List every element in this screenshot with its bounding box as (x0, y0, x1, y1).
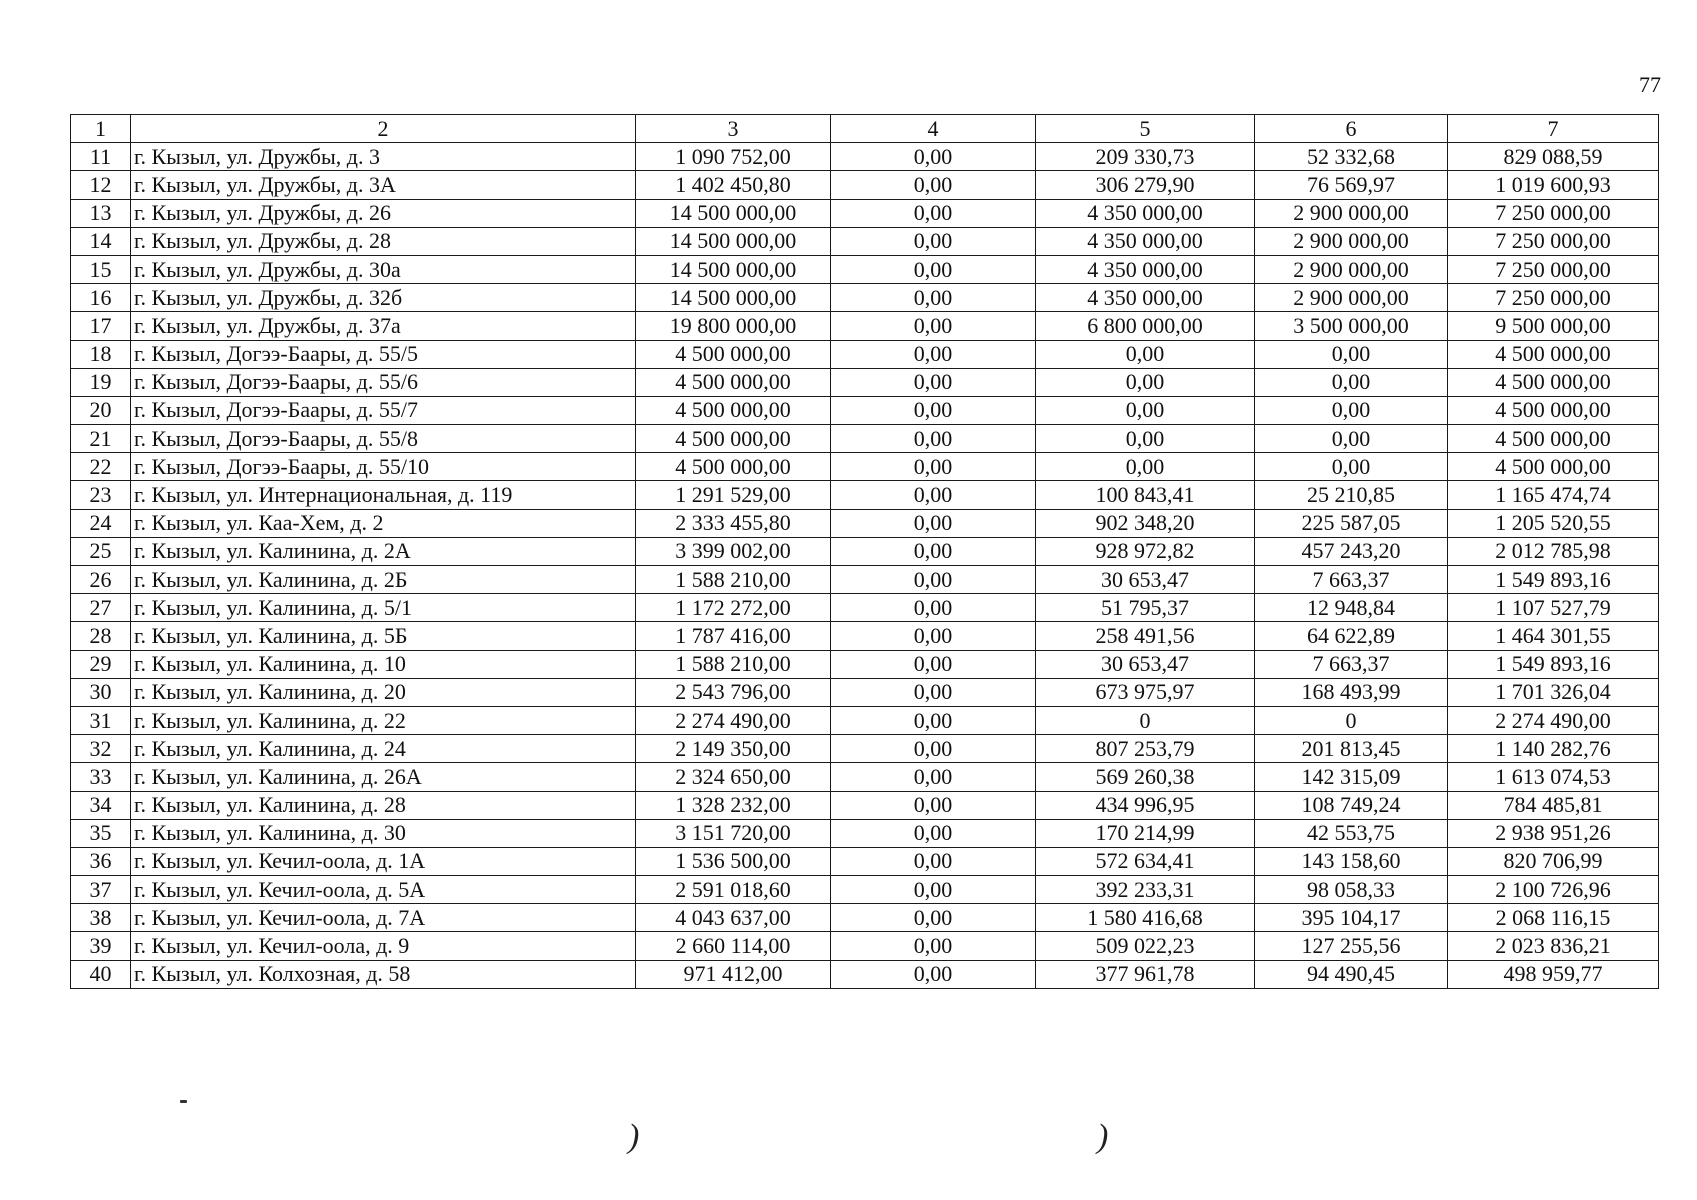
table-cell: г. Кызыл, ул. Дружбы, д. 32б (131, 284, 636, 312)
table-cell: 0,00 (831, 566, 1036, 594)
table-cell: г. Кызыл, ул. Калинина, д. 24 (131, 735, 636, 763)
table-cell: 19 (71, 368, 131, 396)
table-cell: 25 210,85 (1255, 481, 1448, 509)
table-cell: 0,00 (831, 650, 1036, 678)
table-cell: 0,00 (1036, 368, 1255, 396)
table-row (71, 876, 1659, 904)
table-cell: 1 536 500,00 (636, 847, 831, 875)
table-row (71, 622, 1659, 650)
table-cell: 7 250 000,00 (1448, 199, 1659, 227)
table-cell: г. Кызыл, ул. Калинина, д. 2Б (131, 566, 636, 594)
table-cell: 377 961,78 (1036, 960, 1255, 988)
table-cell: 38 (71, 904, 131, 932)
table-cell: 0,00 (831, 509, 1036, 537)
table-cell: 0,00 (831, 791, 1036, 819)
table-cell: 4 350 000,00 (1036, 199, 1255, 227)
table-cell: 36 (71, 847, 131, 875)
table-cell: 1 613 074,53 (1448, 763, 1659, 791)
table-cell: г. Кызыл, ул. Кечил-оола, д. 5А (131, 876, 636, 904)
table-cell: 0,00 (831, 819, 1036, 847)
table-cell: 0,00 (831, 622, 1036, 650)
table-cell: г. Кызыл, ул. Колхозная, д. 58 (131, 960, 636, 988)
table-cell: 30 (71, 678, 131, 706)
table-cell: 2 274 490,00 (1448, 706, 1659, 734)
table-cell: 0 (1036, 706, 1255, 734)
table-row (71, 650, 1659, 678)
table-cell: 928 972,82 (1036, 537, 1255, 565)
table-cell: 2 660 114,00 (636, 932, 831, 960)
table-cell: 0,00 (831, 876, 1036, 904)
table-cell: г. Кызыл, ул. Дружбы, д. 26 (131, 199, 636, 227)
table-cell: г. Кызыл, ул. Кечил-оола, д. 1А (131, 847, 636, 875)
table-cell: 0,00 (831, 481, 1036, 509)
table-cell: 2 900 000,00 (1255, 255, 1448, 283)
table-row (71, 735, 1659, 763)
table-cell: 13 (71, 199, 131, 227)
table-cell: 201 813,45 (1255, 735, 1448, 763)
table-cell: 7 663,37 (1255, 650, 1448, 678)
table-cell: 2 543 796,00 (636, 678, 831, 706)
table-row (71, 143, 1659, 171)
table-cell: 30 653,47 (1036, 650, 1255, 678)
table-cell: 0,00 (831, 255, 1036, 283)
column-header: 1 (71, 115, 131, 143)
table-cell: 971 412,00 (636, 960, 831, 988)
table-cell: 2 900 000,00 (1255, 284, 1448, 312)
table-cell: 28 (71, 622, 131, 650)
table-row (71, 481, 1659, 509)
scan-mark: ) (628, 1118, 640, 1155)
table-cell: 1 172 272,00 (636, 594, 831, 622)
table-cell: 0,00 (831, 171, 1036, 199)
table-cell: 0,00 (831, 368, 1036, 396)
table-cell: 30 653,47 (1036, 566, 1255, 594)
table-cell: 0,00 (831, 904, 1036, 932)
header-row (71, 115, 1659, 143)
table-cell: 76 569,97 (1255, 171, 1448, 199)
table-cell: 4 500 000,00 (636, 453, 831, 481)
table-row (71, 368, 1659, 396)
table-row (71, 566, 1659, 594)
table-cell: 20 (71, 396, 131, 424)
table-cell: 1 588 210,00 (636, 650, 831, 678)
table-cell: 0,00 (1036, 396, 1255, 424)
table-cell: 209 330,73 (1036, 143, 1255, 171)
table-cell: 1 328 232,00 (636, 791, 831, 819)
table-cell: 1 464 301,55 (1448, 622, 1659, 650)
table-row (71, 819, 1659, 847)
table-cell: г. Кызыл, ул. Калинина, д. 10 (131, 650, 636, 678)
table-cell: 434 996,95 (1036, 791, 1255, 819)
table-row (71, 932, 1659, 960)
column-header: 3 (636, 115, 831, 143)
table-cell: 1 090 752,00 (636, 143, 831, 171)
table-cell: 17 (71, 312, 131, 340)
column-header: 5 (1036, 115, 1255, 143)
table-cell: 0 (1255, 706, 1448, 734)
table-cell: 0,00 (831, 453, 1036, 481)
table-cell: 0,00 (831, 425, 1036, 453)
table-cell: 94 490,45 (1255, 960, 1448, 988)
table-cell: 19 800 000,00 (636, 312, 831, 340)
table-cell: 0,00 (831, 678, 1036, 706)
table-cell: 26 (71, 566, 131, 594)
table-row (71, 847, 1659, 875)
table-cell: 569 260,38 (1036, 763, 1255, 791)
table-cell: 807 253,79 (1036, 735, 1255, 763)
table-cell: 4 043 637,00 (636, 904, 831, 932)
table-cell: г. Кызыл, ул. Кечил-оола, д. 7А (131, 904, 636, 932)
table-cell: 2 900 000,00 (1255, 199, 1448, 227)
table-cell: 829 088,59 (1448, 143, 1659, 171)
table-cell: г. Кызыл, ул. Дружбы, д. 3 (131, 143, 636, 171)
table-cell: 902 348,20 (1036, 509, 1255, 537)
table-cell: 34 (71, 791, 131, 819)
table-cell: 1 588 210,00 (636, 566, 831, 594)
table-cell: 32 (71, 735, 131, 763)
table-cell: 2 591 018,60 (636, 876, 831, 904)
table-cell: 0,00 (1255, 368, 1448, 396)
table-cell: 4 500 000,00 (636, 340, 831, 368)
table-cell: 1 107 527,79 (1448, 594, 1659, 622)
table-cell: 0,00 (831, 932, 1036, 960)
table-cell: 2 274 490,00 (636, 706, 831, 734)
table-cell: 127 255,56 (1255, 932, 1448, 960)
table-cell: 23 (71, 481, 131, 509)
table-row (71, 396, 1659, 424)
table-cell: 2 324 650,00 (636, 763, 831, 791)
table-cell: г. Кызыл, ул. Дружбы, д. 3А (131, 171, 636, 199)
table-cell: 4 500 000,00 (636, 368, 831, 396)
table-cell: 42 553,75 (1255, 819, 1448, 847)
table-cell: 1 549 893,16 (1448, 650, 1659, 678)
table-cell: 52 332,68 (1255, 143, 1448, 171)
table-cell: 225 587,05 (1255, 509, 1448, 537)
table-cell: г. Кызыл, Догээ-Баары, д. 55/7 (131, 396, 636, 424)
table-body (71, 115, 1659, 989)
table-cell: 0,00 (831, 312, 1036, 340)
table-cell: 2 012 785,98 (1448, 537, 1659, 565)
table-cell: 2 938 951,26 (1448, 819, 1659, 847)
table-cell: 14 500 000,00 (636, 284, 831, 312)
table-cell: 0,00 (831, 960, 1036, 988)
table-cell: 100 843,41 (1036, 481, 1255, 509)
column-header: 4 (831, 115, 1036, 143)
table-cell: 16 (71, 284, 131, 312)
table-cell: г. Кызыл, ул. Калинина, д. 2А (131, 537, 636, 565)
table-cell: 0,00 (831, 396, 1036, 424)
table-cell: 4 500 000,00 (1448, 453, 1659, 481)
table-cell: 25 (71, 537, 131, 565)
table-row (71, 255, 1659, 283)
table-cell: 2 900 000,00 (1255, 227, 1448, 255)
table-cell: 4 500 000,00 (636, 425, 831, 453)
table-cell: 7 663,37 (1255, 566, 1448, 594)
table-cell: г. Кызыл, Догээ-Баары, д. 55/8 (131, 425, 636, 453)
table-cell: 40 (71, 960, 131, 988)
table-cell: г. Кызыл, ул. Калинина, д. 30 (131, 819, 636, 847)
table-cell: 7 250 000,00 (1448, 255, 1659, 283)
table-cell: 37 (71, 876, 131, 904)
scan-mark (180, 1100, 187, 1103)
table-cell: 4 500 000,00 (1448, 425, 1659, 453)
table-cell: 7 250 000,00 (1448, 227, 1659, 255)
table-cell: 9 500 000,00 (1448, 312, 1659, 340)
table-cell: 0,00 (1036, 425, 1255, 453)
table-cell: г. Кызыл, ул. Калинина, д. 28 (131, 791, 636, 819)
table-cell: 22 (71, 453, 131, 481)
table-cell: 0,00 (831, 284, 1036, 312)
table-cell: 784 485,81 (1448, 791, 1659, 819)
table-row (71, 227, 1659, 255)
table-cell: 1 549 893,16 (1448, 566, 1659, 594)
table-cell: 0,00 (831, 227, 1036, 255)
table-row (71, 199, 1659, 227)
table-cell: 168 493,99 (1255, 678, 1448, 706)
table-cell: 306 279,90 (1036, 171, 1255, 199)
table-row (71, 171, 1659, 199)
table-cell: 4 500 000,00 (1448, 396, 1659, 424)
table-row (71, 706, 1659, 734)
table-cell: 1 787 416,00 (636, 622, 831, 650)
table-row (71, 509, 1659, 537)
table-cell: 12 948,84 (1255, 594, 1448, 622)
table-cell: г. Кызыл, ул. Интернациональная, д. 119 (131, 481, 636, 509)
table-cell: 143 158,60 (1255, 847, 1448, 875)
table-cell: г. Кызыл, ул. Калинина, д. 5Б (131, 622, 636, 650)
page-number: 77 (1639, 72, 1661, 97)
table-cell: г. Кызыл, ул. Каа-Хем, д. 2 (131, 509, 636, 537)
table-cell: 2 100 726,96 (1448, 876, 1659, 904)
table-cell: г. Кызыл, ул. Дружбы, д. 28 (131, 227, 636, 255)
table-cell: г. Кызыл, ул. Дружбы, д. 30а (131, 255, 636, 283)
table-cell: 35 (71, 819, 131, 847)
table-row (71, 904, 1659, 932)
table-cell: 0,00 (1255, 396, 1448, 424)
table-cell: 18 (71, 340, 131, 368)
table-cell: г. Кызыл, Догээ-Баары, д. 55/10 (131, 453, 636, 481)
table-cell: 3 399 002,00 (636, 537, 831, 565)
table-cell: 2 149 350,00 (636, 735, 831, 763)
table-cell: 392 233,31 (1036, 876, 1255, 904)
table-row (71, 791, 1659, 819)
table-cell: 29 (71, 650, 131, 678)
table-cell: 14 (71, 227, 131, 255)
table-cell: 7 250 000,00 (1448, 284, 1659, 312)
table-cell: 14 500 000,00 (636, 227, 831, 255)
table-cell: 3 151 720,00 (636, 819, 831, 847)
table-row (71, 763, 1659, 791)
table-row (71, 312, 1659, 340)
table-cell: 2 023 836,21 (1448, 932, 1659, 960)
table-cell: 6 800 000,00 (1036, 312, 1255, 340)
table-cell: 2 333 455,80 (636, 509, 831, 537)
table-cell: 0,00 (831, 735, 1036, 763)
table-cell: 0,00 (1255, 425, 1448, 453)
table-cell: 0,00 (831, 706, 1036, 734)
table-cell: 1 019 600,93 (1448, 171, 1659, 199)
table-cell: г. Кызыл, ул. Дружбы, д. 37а (131, 312, 636, 340)
table-cell: 24 (71, 509, 131, 537)
table-row (71, 284, 1659, 312)
table-cell: 98 058,33 (1255, 876, 1448, 904)
table-cell: 64 622,89 (1255, 622, 1448, 650)
table-cell: г. Кызыл, Догээ-Баары, д. 55/5 (131, 340, 636, 368)
table-row (71, 960, 1659, 988)
table-cell: 1 205 520,55 (1448, 509, 1659, 537)
table-cell: 0,00 (1255, 340, 1448, 368)
table-cell: 1 580 416,68 (1036, 904, 1255, 932)
column-header: 2 (131, 115, 636, 143)
table-cell: г. Кызыл, ул. Калинина, д. 5/1 (131, 594, 636, 622)
table-row (71, 453, 1659, 481)
table-cell: г. Кызыл, ул. Калинина, д. 22 (131, 706, 636, 734)
scan-mark: ) (1097, 1118, 1109, 1155)
table-cell: 0,00 (831, 537, 1036, 565)
table-row (71, 678, 1659, 706)
table-cell: 572 634,41 (1036, 847, 1255, 875)
table-cell: 170 214,99 (1036, 819, 1255, 847)
table-cell: 0,00 (831, 763, 1036, 791)
table-row (71, 340, 1659, 368)
table-cell: 2 068 116,15 (1448, 904, 1659, 932)
table-cell: 51 795,37 (1036, 594, 1255, 622)
table-cell: 0,00 (831, 594, 1036, 622)
table-cell: 0,00 (1255, 453, 1448, 481)
table-cell: 4 500 000,00 (1448, 340, 1659, 368)
table-cell: 0,00 (831, 143, 1036, 171)
table-cell: 14 500 000,00 (636, 199, 831, 227)
table-cell: 673 975,97 (1036, 678, 1255, 706)
table-cell: 0,00 (831, 847, 1036, 875)
table-cell: 31 (71, 706, 131, 734)
table-cell: 509 022,23 (1036, 932, 1255, 960)
table-cell: 1 165 474,74 (1448, 481, 1659, 509)
table-cell: 498 959,77 (1448, 960, 1659, 988)
table-cell: 4 500 000,00 (636, 396, 831, 424)
table-cell: 820 706,99 (1448, 847, 1659, 875)
table-row (71, 537, 1659, 565)
table-cell: 0,00 (831, 199, 1036, 227)
table-cell: 4 500 000,00 (1448, 368, 1659, 396)
table-cell: 1 291 529,00 (636, 481, 831, 509)
table-cell: 0,00 (831, 340, 1036, 368)
table-cell: 142 315,09 (1255, 763, 1448, 791)
table-cell: г. Кызыл, ул. Кечил-оола, д. 9 (131, 932, 636, 960)
table-cell: г. Кызыл, ул. Калинина, д. 20 (131, 678, 636, 706)
table-cell: 4 350 000,00 (1036, 284, 1255, 312)
column-header: 7 (1448, 115, 1659, 143)
table-cell: 12 (71, 171, 131, 199)
table-cell: 4 350 000,00 (1036, 227, 1255, 255)
data-table (70, 114, 1659, 989)
column-header: 6 (1255, 115, 1448, 143)
table-cell: 33 (71, 763, 131, 791)
table-cell: 15 (71, 255, 131, 283)
table-cell: г. Кызыл, ул. Калинина, д. 26А (131, 763, 636, 791)
table-cell: 108 749,24 (1255, 791, 1448, 819)
table-cell: 1 402 450,80 (636, 171, 831, 199)
table-cell: 27 (71, 594, 131, 622)
table-cell: 1 140 282,76 (1448, 735, 1659, 763)
table-row (71, 425, 1659, 453)
table-cell: 3 500 000,00 (1255, 312, 1448, 340)
table-cell: 457 243,20 (1255, 537, 1448, 565)
table-cell: 0,00 (1036, 340, 1255, 368)
table-cell: 395 104,17 (1255, 904, 1448, 932)
table-cell: 0,00 (1036, 453, 1255, 481)
table-cell: 14 500 000,00 (636, 255, 831, 283)
table-cell: г. Кызыл, Догээ-Баары, д. 55/6 (131, 368, 636, 396)
table-cell: 258 491,56 (1036, 622, 1255, 650)
table-row (71, 594, 1659, 622)
table-cell: 11 (71, 143, 131, 171)
table-cell: 21 (71, 425, 131, 453)
table-cell: 1 701 326,04 (1448, 678, 1659, 706)
table-cell: 4 350 000,00 (1036, 255, 1255, 283)
table-cell: 39 (71, 932, 131, 960)
